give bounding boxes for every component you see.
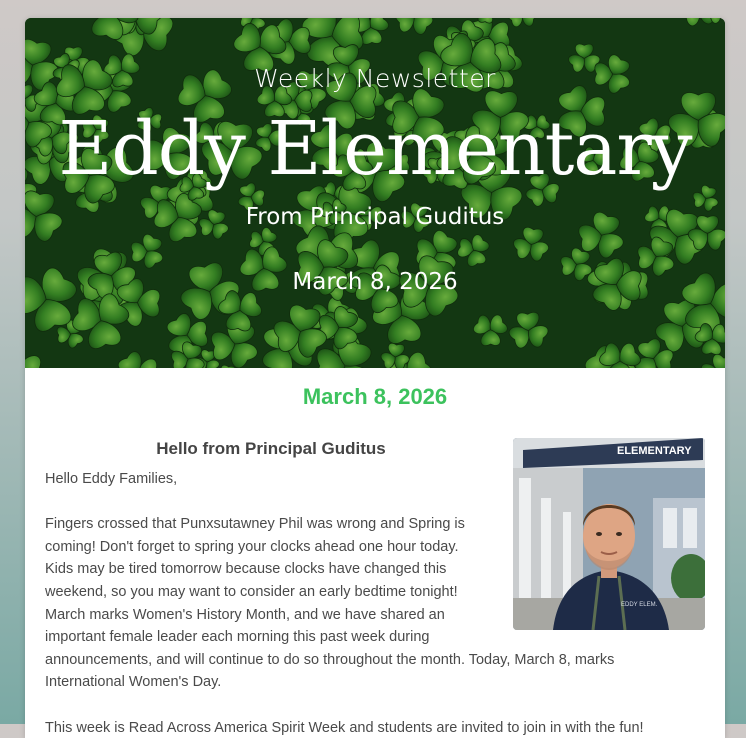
section-heading: Hello from Principal Guditus (156, 439, 386, 458)
paragraph-clocks: Fingers crossed that Punxsutawney Phil was wrong and Spring is coming! Don't forget to spring your clocks ahead one hour today. Kids may be tired tomorrow because clocks have changed this weekend, so you may want to consider an early bedtime tonight! March marks Women's History Month, and we have shared an important female leader each morning this past week during (45, 516, 465, 646)
from-principal-line: From Principal Guditus (245, 204, 505, 230)
newsletter-card (25, 18, 725, 738)
header-banner (25, 18, 725, 368)
photo-sign-text: ELEMENTARY (617, 445, 692, 457)
paragraph-spirit-week: This week is Read Across America Spirit Week and students are invited to join in with the fun! (45, 719, 644, 736)
message-body (45, 468, 685, 738)
greeting-text: Hello Eddy Families, (45, 471, 178, 487)
newsletter-kicker: Weekly Newsletter (254, 64, 496, 93)
school-title: Eddy Elementary (58, 106, 692, 192)
issue-date: March 8, 2026 (302, 384, 448, 409)
paragraph-womens-day: announcements, and will continue to do so throughout the month. Today, March 8, marks International Women's Day. (45, 651, 615, 691)
banner-date: March 8, 2026 (292, 269, 458, 295)
svg-text:EDDY ELEM.: EDDY ELEM. (621, 602, 658, 608)
